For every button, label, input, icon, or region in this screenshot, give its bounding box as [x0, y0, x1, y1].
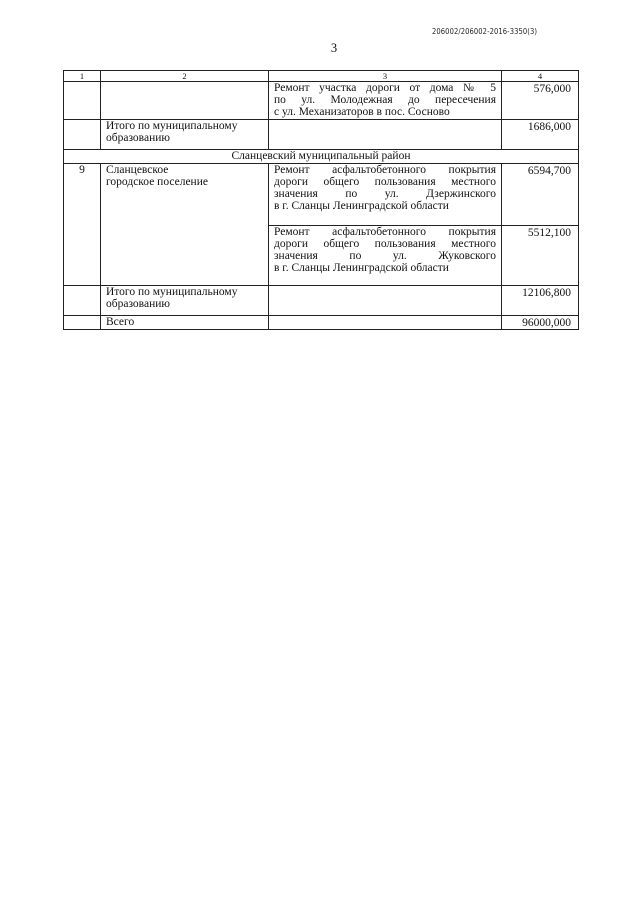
municipality-line: городское поселение [106, 176, 208, 188]
subtotal-label-line: образованию [106, 132, 170, 144]
work-description-cell [269, 226, 502, 286]
table-row [64, 82, 579, 120]
allocation-table [63, 70, 579, 330]
municipality-cell [101, 164, 269, 286]
work-line: дороги общего пользования местного [274, 176, 496, 188]
subtotal-amount: 12106,800 [502, 286, 579, 316]
amount-cell: 5512,100 [502, 226, 579, 286]
row-number-cell [64, 286, 101, 316]
grand-total-label: Всего [101, 316, 269, 330]
column-number-3: 3 [269, 71, 502, 82]
subtotal-label-line: образованию [106, 298, 170, 310]
subtotal-row [64, 120, 579, 150]
column-number-4: 4 [502, 71, 579, 82]
work-line: значения по ул. Жуковского [274, 250, 496, 262]
work-description-cell [269, 164, 502, 226]
table-row [64, 164, 579, 226]
work-line: в г. Сланцы Ленинградской области [274, 200, 449, 212]
grand-total-row [64, 316, 579, 330]
document-id: 206002/206002-2016-3350(3) [432, 27, 538, 36]
row-number-cell [64, 82, 101, 120]
district-row [64, 150, 579, 164]
district-name: Сланцевский муниципальный район [64, 150, 579, 164]
column-number-2: 2 [101, 71, 269, 82]
column-numbers-row [64, 71, 579, 82]
subtotal-label-cell [101, 120, 269, 150]
work-description-cell [269, 82, 502, 120]
subtotal-label-line: Итого по муниципальному [106, 286, 238, 298]
work-line: с ул. Механизаторов в пос. Сосново [274, 106, 450, 118]
row-number-cell: 9 [64, 164, 101, 286]
work-line: Ремонт асфальтобетонного покрытия [274, 164, 496, 176]
subtotal-amount: 1686,000 [502, 120, 579, 150]
subtotal-label-cell [101, 286, 269, 316]
subtotal-label-line: Итого по муниципальному [106, 120, 238, 132]
row-number-cell [64, 120, 101, 150]
work-line: Ремонт участка дороги от дома № 5 [274, 82, 496, 94]
municipality-cell [101, 82, 269, 120]
subtotal-row [64, 286, 579, 316]
row-number-cell [64, 316, 101, 330]
work-line: дороги общего пользования местного [274, 238, 496, 250]
page-number: 3 [330, 41, 338, 55]
column-number-1: 1 [64, 71, 101, 82]
work-line: Ремонт асфальтобетонного покрытия [274, 226, 496, 238]
amount-cell: 576,000 [502, 82, 579, 120]
work-description-cell [269, 286, 502, 316]
work-description-cell [269, 316, 502, 330]
work-line: в г. Сланцы Ленинградской области [274, 262, 449, 274]
municipality-line: Сланцевское [106, 164, 169, 176]
amount-cell: 6594,700 [502, 164, 579, 226]
grand-total-amount: 96000,000 [502, 316, 579, 330]
work-line: значения по ул. Дзержинского [274, 188, 496, 200]
work-line: по ул. Молодежная до пересечения [274, 94, 496, 106]
work-description-cell [269, 120, 502, 150]
